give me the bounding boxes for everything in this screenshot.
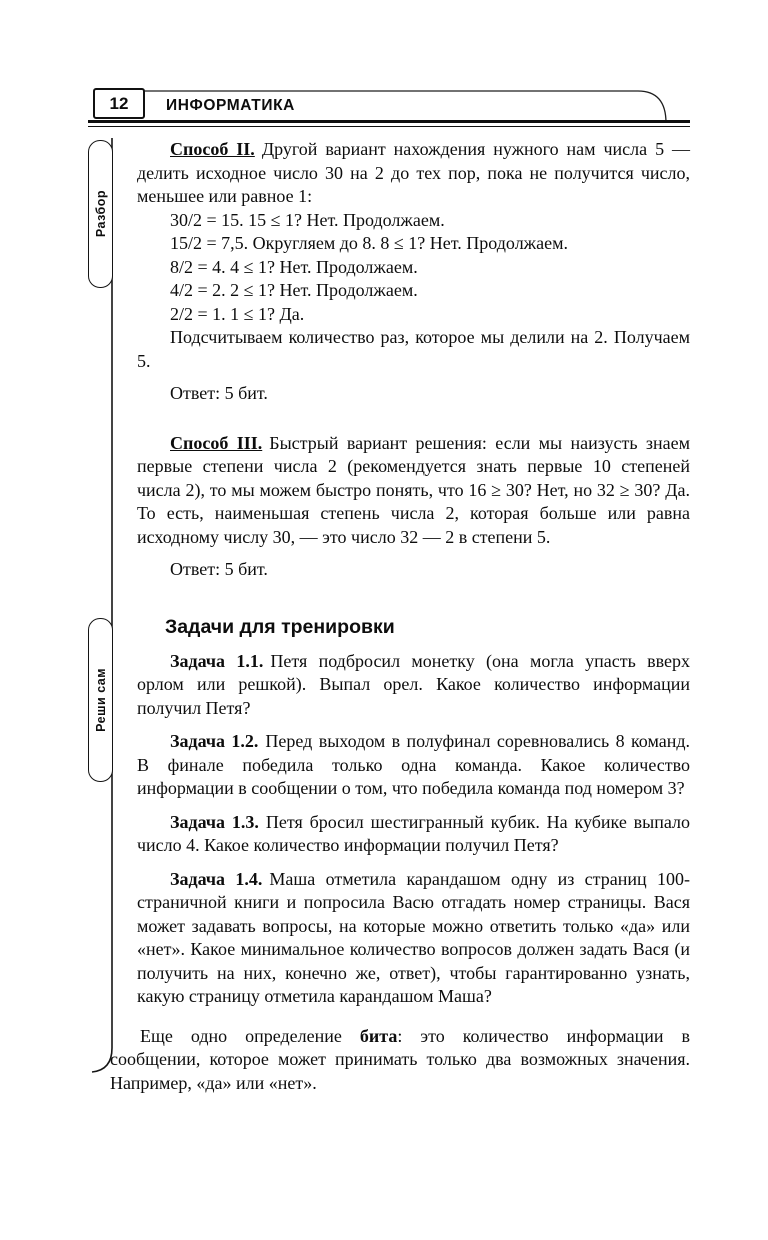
task-1-4-text: Маша отметила карандашом одну из страниц 100-страничной книги и попросила Васю отгадать номер страницы. Вася может задавать вопросы, на которые можно ответить только «да» или «нет». Какое минимальное количество вопросов должен задать Вася (и получить на них, конечно же, ответ), чтобы гарантированно узнать, какую страницу отметила карандашом Маша?	[137, 868, 690, 1006]
method-3-text: Быстрый вариант решения: если мы наизусть знаем первые степени числа 2 (рекомендуется знать первые 10 степеней числа 2), то мы можем быстро понять, что 16 ≥ 30? Нет, но 32 ≥ 30? Да. То есть, наименьшая степень числа 2, которая больше или равна исходному числу 30, — это число 32 — 2 в степени 5.	[137, 432, 691, 547]
method-3-label: Способ III.	[170, 432, 263, 453]
task-1-1-label: Задача 1.1.	[170, 650, 264, 671]
header-double-rule	[88, 120, 690, 127]
task-1-2-text: Перед выходом в полуфинал соревновались 8 команд. В финале победила только одна команда. Какое количество информации в сообщении о том, что победила команда под номером 3?	[137, 731, 690, 798]
task-1-1-text: Петя подбросил монетку (она могла упасть вверх орлом или решкой). Выпал орел. Какое количество информации получил Петя?	[137, 650, 690, 718]
bit-note-bold-term: бита	[359, 1025, 398, 1046]
page-number-box	[93, 88, 145, 119]
bit-definition-note	[110, 1025, 690, 1096]
division-step-1: 30/2 = 15. 15 ≤ 1? Нет. Продолжаем.	[170, 209, 445, 230]
task-1-2	[137, 730, 690, 801]
practice-section-heading: Задачи для тренировки	[165, 615, 395, 638]
method-2-label: Способ II.	[170, 139, 255, 159]
task-1-1	[137, 650, 690, 721]
method-2-intro-text: Другой вариант нахождения нужного нам числа 5 — делить исходное число 30 на 2 до тех пор, пока не получится число, меньшее или равное 1:	[137, 139, 691, 206]
chapter-header-title: ИНФОРМАТИКА	[166, 97, 295, 114]
bit-note-suffix: : это количество информации в сообщении, которое может принимать только два возможных значения. Например, «да» или «нет».	[110, 1025, 690, 1093]
bit-note-prefix: Еще одно определение	[140, 1025, 360, 1046]
division-step-5: 2/2 = 1. 1 ≤ 1? Да.	[170, 303, 305, 324]
method-2-paragraph	[137, 138, 690, 209]
method-2-answer: Ответ: 5 бит.	[170, 383, 268, 403]
main-text-column	[110, 138, 691, 1095]
task-1-3	[137, 811, 690, 858]
task-1-4	[137, 868, 690, 1009]
margin-tab-razbor	[88, 140, 113, 288]
method-2-conclusion: Подсчитываем количество раз, которое мы делили на 2. Получаем 5.	[137, 327, 690, 371]
page-number: 12	[109, 93, 129, 113]
task-1-2-label: Задача 1.2.	[170, 731, 259, 751]
margin-tab-razbor-label: Разбор	[93, 190, 108, 238]
method-3-answer: Ответ: 5 бит.	[170, 559, 268, 579]
task-1-4-label: Задача 1.4.	[170, 868, 263, 889]
task-1-3-label: Задача 1.3.	[170, 811, 259, 832]
margin-tab-reshi-sam-label: Реши сам	[93, 668, 108, 732]
division-step-2: 15/2 = 7,5. Округляем до 8. 8 ≤ 1? Нет. Продолжаем.	[170, 233, 568, 253]
division-step-3: 8/2 = 4. 4 ≤ 1? Нет. Продолжаем.	[170, 256, 418, 277]
division-step-4: 4/2 = 2. 2 ≤ 1? Нет. Продолжаем.	[170, 280, 418, 300]
method-3-paragraph	[137, 432, 690, 550]
margin-tab-reshi-sam	[88, 618, 113, 782]
task-1-3-text: Петя бросил шестигранный кубик. На кубике выпало число 4. Какое количество информации получил Петя?	[137, 811, 690, 855]
